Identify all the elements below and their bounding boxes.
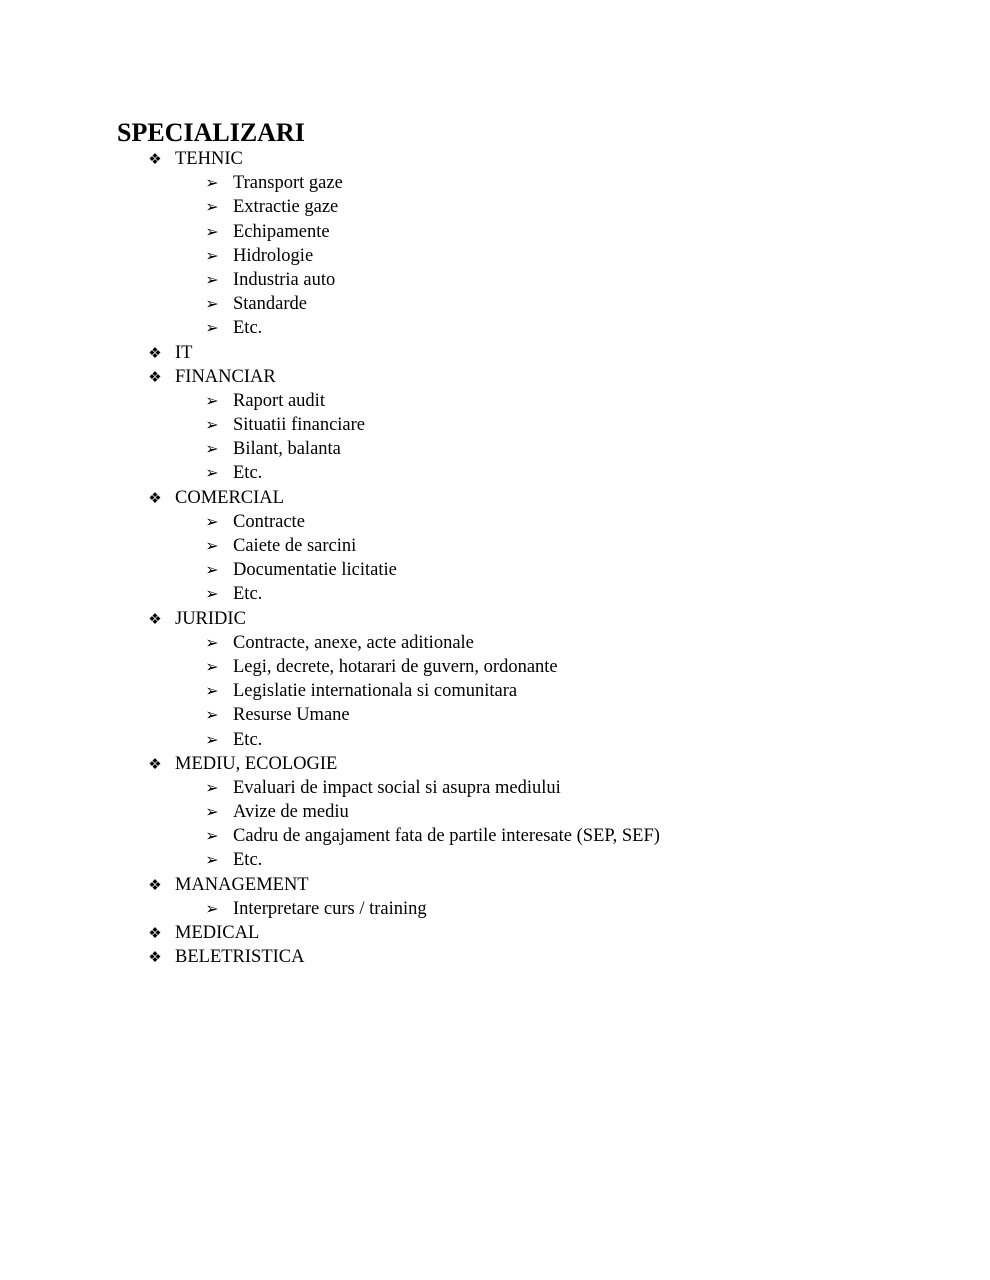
subitem-label: Etc. [233, 850, 263, 871]
arrow-bullet-icon: ➢ [205, 705, 219, 725]
category-item [0, 607, 990, 631]
subitem-label: Transport gaze [233, 173, 343, 194]
subitem-label: Evaluari de impact social si asupra mediului [233, 777, 561, 798]
subcategory-item [0, 558, 990, 582]
arrow-bullet-icon: ➢ [205, 390, 219, 410]
subcategory-item [0, 728, 990, 752]
arrow-bullet-icon: ➢ [205, 850, 219, 870]
arrow-bullet-icon: ➢ [205, 318, 219, 338]
category-label: MEDICAL [175, 923, 260, 943]
diamond-four-bullet-icon: ❖ [148, 150, 162, 168]
subcategory-item [0, 510, 990, 534]
category-item [0, 486, 990, 510]
diamond-four-bullet-icon: ❖ [148, 754, 162, 773]
subitem-label: Situatii financiare [233, 415, 366, 436]
category-label: BELETRISTICA [175, 947, 305, 968]
arrow-bullet-icon: ➢ [205, 511, 219, 531]
subitem-label: Etc. [233, 584, 263, 605]
diamond-four-bullet-icon: ❖ [148, 343, 162, 362]
subcategory-item [0, 679, 990, 703]
subcategory-item [0, 897, 990, 921]
subcategory-item [0, 776, 990, 800]
arrow-bullet-icon: ➢ [205, 415, 219, 435]
subitem-label: Etc. [233, 729, 263, 750]
diamond-four-bullet-icon: ❖ [148, 367, 162, 386]
category-item [0, 752, 990, 776]
arrow-bullet-icon: ➢ [205, 173, 219, 193]
arrow-bullet-icon: ➢ [205, 729, 219, 749]
arrow-bullet-icon: ➢ [205, 681, 219, 701]
subitem-label: Contracte, anexe, acte aditionale [233, 632, 474, 653]
subcategory-item [0, 220, 990, 244]
subitem-label: Legi, decrete, hotarari de guvern, ordonante [233, 656, 558, 677]
subitem-label: Hidrologie [233, 245, 314, 266]
subcategory-item [0, 413, 990, 437]
subitem-label: Interpretare curs / training [233, 898, 427, 919]
subcategory-item [0, 195, 990, 219]
category-item [0, 365, 990, 389]
arrow-bullet-icon: ➢ [205, 584, 219, 604]
category-label: TEHNIC [175, 149, 243, 169]
category-item [0, 945, 990, 969]
arrow-bullet-icon: ➢ [205, 898, 219, 918]
arrow-bullet-icon: ➢ [205, 221, 219, 241]
arrow-bullet-icon: ➢ [205, 197, 219, 217]
subcategory-item [0, 389, 990, 413]
subitem-label: Extractie gaze [233, 197, 339, 218]
arrow-bullet-icon: ➢ [205, 656, 219, 676]
subcategory-item [0, 437, 990, 461]
subitem-label: Caiete de sarcini [233, 536, 357, 556]
subitem-label: Avize de mediu [233, 802, 349, 823]
diamond-four-bullet-icon: ❖ [148, 948, 162, 967]
subitem-label: Etc. [233, 463, 263, 484]
category-label: FINANCIAR [175, 366, 276, 387]
subcategory-item [0, 292, 990, 316]
category-label: MANAGEMENT [175, 874, 309, 895]
category-item [0, 341, 990, 365]
diamond-four-bullet-icon: ❖ [148, 875, 162, 894]
subcategory-item [0, 631, 990, 655]
arrow-bullet-icon: ➢ [205, 826, 219, 846]
subitem-label: Echipamente [233, 221, 330, 242]
arrow-bullet-icon: ➢ [205, 560, 219, 580]
subitem-label: Industria auto [233, 269, 336, 290]
diamond-four-bullet-icon: ❖ [148, 609, 162, 628]
subitem-label: Etc. [233, 318, 263, 339]
subcategory-item [0, 824, 990, 848]
subcategory-item [0, 461, 990, 485]
category-label: IT [175, 342, 193, 363]
subitem-label: Contracte [233, 511, 305, 532]
subitem-label: Resurse Umane [233, 705, 350, 726]
arrow-bullet-icon: ➢ [205, 294, 219, 314]
page-title: SPECIALIZARI [117, 118, 305, 147]
category-item [0, 921, 990, 945]
category-label: JURIDIC [175, 608, 246, 629]
subcategory-item [0, 848, 990, 872]
arrow-bullet-icon: ➢ [205, 245, 219, 265]
arrow-bullet-icon: ➢ [205, 777, 219, 797]
subcategory-item [0, 534, 990, 558]
category-label: MEDIU, ECOLOGIE [175, 753, 338, 774]
subcategory-item [0, 244, 990, 268]
subcategory-item [0, 655, 990, 679]
subitem-label: Legislatie internationala si comunitara [233, 681, 518, 702]
arrow-bullet-icon: ➢ [205, 439, 219, 459]
arrow-bullet-icon: ➢ [205, 632, 219, 652]
arrow-bullet-icon: ➢ [205, 269, 219, 289]
subitem-label: Cadru de angajament fata de partile interesate (SEP, SEF) [233, 826, 660, 847]
category-label: COMERCIAL [175, 487, 284, 508]
subitem-label: Documentatie licitatie [233, 560, 397, 581]
subcategory-item [0, 268, 990, 292]
arrow-bullet-icon: ➢ [205, 536, 219, 555]
arrow-bullet-icon: ➢ [205, 802, 219, 822]
diamond-four-bullet-icon: ❖ [148, 924, 162, 942]
subitem-label: Bilant, balanta [233, 439, 341, 460]
subcategory-item [0, 316, 990, 340]
subcategory-item [0, 171, 990, 195]
subcategory-item [0, 582, 990, 606]
category-item [0, 873, 990, 897]
specializations-list [0, 147, 990, 969]
subitem-label: Raport audit [233, 390, 325, 411]
subitem-label: Standarde [233, 294, 307, 315]
category-item [0, 147, 990, 171]
arrow-bullet-icon: ➢ [205, 463, 219, 483]
diamond-four-bullet-icon: ❖ [148, 488, 162, 507]
subcategory-item [0, 703, 990, 727]
subcategory-item [0, 800, 990, 824]
